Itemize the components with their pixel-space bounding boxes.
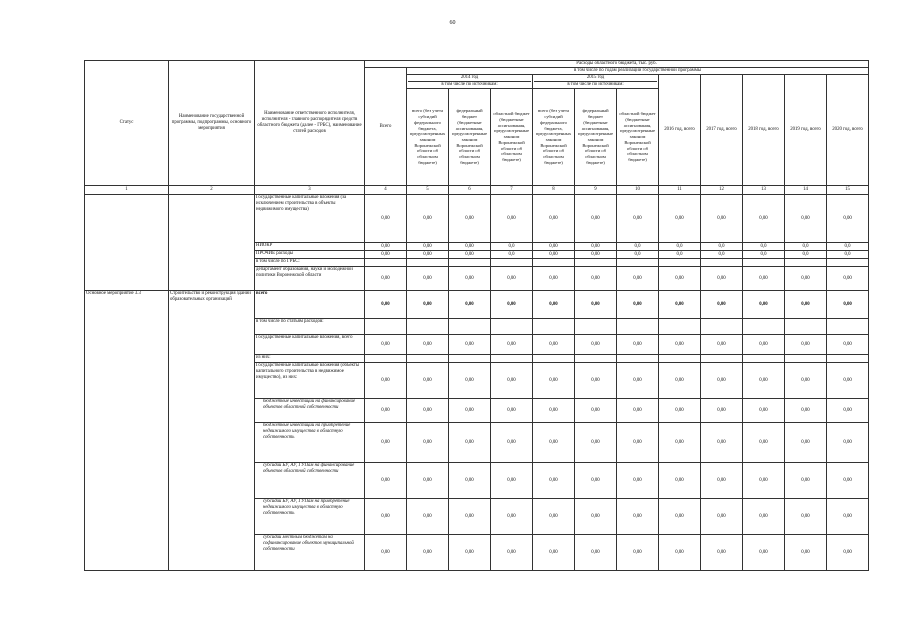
value-cell: 0,00 (407, 399, 449, 423)
value-cell: 0,00 (701, 291, 743, 319)
value-cell (407, 319, 449, 335)
value-cell (449, 355, 491, 363)
value-cell (701, 259, 743, 267)
value-cell (617, 355, 659, 363)
value-cell: 0,00 (449, 423, 491, 463)
value-cell: 0,00 (701, 423, 743, 463)
value-cell: 0,00 (827, 195, 869, 243)
value-cell: 0,00 (701, 399, 743, 423)
value-cell: 0,00 (827, 463, 869, 499)
column-number: 6 (449, 186, 491, 195)
value-cell: 0,00 (827, 399, 869, 423)
row-label: департамент образования, науки и молодежной политики Воронежской области (255, 267, 365, 291)
header-year-2014 (407, 75, 533, 89)
value-cell: 0,00 (575, 291, 617, 319)
value-cell: 0,00 (701, 535, 743, 571)
value-cell: 0,00 (365, 267, 407, 291)
value-cell: 0,00 (407, 251, 449, 259)
column-number: 14 (785, 186, 827, 195)
value-cell: 0,00 (407, 243, 449, 251)
value-cell: 0,00 (827, 335, 869, 355)
value-cell: 0,00 (407, 499, 449, 535)
value-cell: 0,00 (785, 335, 827, 355)
value-cell: 0,00 (533, 535, 575, 571)
row-label: в том числе по ГРБС: (255, 259, 365, 267)
value-cell: 0,00 (785, 363, 827, 399)
value-cell: 0,00 (659, 535, 701, 571)
header-2020: 2020 год, всего (827, 75, 869, 186)
value-cell (365, 259, 407, 267)
value-cell (575, 319, 617, 335)
value-cell: 0,00 (407, 363, 449, 399)
value-cell: 0,00 (743, 267, 785, 291)
value-cell (617, 259, 659, 267)
value-cell: 0,00 (449, 399, 491, 423)
value-cell: 0,0 (743, 251, 785, 259)
value-cell: 0,00 (701, 335, 743, 355)
year-2015-sources: в том числе по источникам: (534, 81, 657, 88)
value-cell: 0,00 (701, 195, 743, 243)
value-cell (701, 319, 743, 335)
value-cell (491, 319, 533, 335)
value-cell (827, 319, 869, 335)
value-cell: 0,00 (659, 291, 701, 319)
value-cell: 0,00 (743, 499, 785, 535)
value-cell (785, 355, 827, 363)
value-cell: 0,00 (533, 423, 575, 463)
header-2016: 2016 год, всего (659, 75, 701, 186)
header-2017: 2017 год, всего (701, 75, 743, 186)
value-cell: 0,0 (659, 243, 701, 251)
value-cell: 0,00 (407, 267, 449, 291)
column-number: 7 (491, 186, 533, 195)
value-cell: 0,00 (407, 423, 449, 463)
value-cell: 0,00 (533, 267, 575, 291)
value-cell: 0,00 (407, 195, 449, 243)
value-cell: 0,00 (575, 399, 617, 423)
value-cell: 0,00 (617, 335, 659, 355)
value-cell: 0,00 (743, 423, 785, 463)
value-cell: 0,00 (659, 399, 701, 423)
value-cell: 0,00 (365, 463, 407, 499)
column-number: 10 (617, 186, 659, 195)
value-cell: 0,00 (365, 499, 407, 535)
value-cell: 0,00 (785, 423, 827, 463)
value-cell: 0,00 (617, 363, 659, 399)
value-cell: 0,00 (785, 535, 827, 571)
row-label: Государственные капитальные вложения, всего (255, 335, 365, 355)
value-cell: 0,00 (659, 195, 701, 243)
value-cell: 0,00 (617, 267, 659, 291)
status-cell (85, 195, 169, 291)
value-cell: 0,00 (449, 335, 491, 355)
value-cell: 0,0 (701, 251, 743, 259)
column-numbers-row (85, 186, 869, 195)
value-cell: 0,00 (449, 291, 491, 319)
value-cell (827, 259, 869, 267)
header-own-2014: всего (без учета субсидий федерального бюджета, предусмотренных законом Воронежской области об областном бюджете) (407, 89, 449, 186)
value-cell: 0,00 (659, 363, 701, 399)
value-cell (407, 355, 449, 363)
header-executor: Наименование ответственного исполнителя, исполнителя - главного распорядителя средств областного бюджета (далее - ГРБС), наименование статей расходов (255, 61, 365, 186)
value-cell (407, 259, 449, 267)
header-expenses: Расходы областного бюджета, тыс. руб. (365, 61, 869, 68)
value-cell: 0,00 (743, 291, 785, 319)
value-cell: 0,00 (743, 463, 785, 499)
column-number: 5 (407, 186, 449, 195)
column-number: 8 (533, 186, 575, 195)
budget-table (84, 60, 869, 571)
value-cell (743, 355, 785, 363)
row-label: бюджетные инвестиции на финансирование объектов областной собственности (255, 399, 365, 423)
value-cell (785, 319, 827, 335)
value-cell: 0,00 (491, 499, 533, 535)
value-cell: 0,00 (407, 291, 449, 319)
row-label: субсидии местным бюджетам на софинансирование объектов муниципальной собственности (255, 535, 365, 571)
value-cell: 0,00 (449, 251, 491, 259)
value-cell: 0,00 (785, 291, 827, 319)
value-cell: 0,00 (533, 499, 575, 535)
page-number: 60 (449, 20, 456, 26)
value-cell: 0,00 (617, 499, 659, 535)
value-cell (449, 259, 491, 267)
row-label: НИОКР (255, 243, 365, 251)
value-cell: 0,00 (449, 195, 491, 243)
header-obl-2015: областной бюджет (бюджетные ассигнования, предусмотренные законом Воронежской области об областном бюджете) (617, 89, 659, 186)
value-cell: 0,00 (491, 423, 533, 463)
column-number: 15 (827, 186, 869, 195)
value-cell: 0,00 (365, 423, 407, 463)
value-cell: 0,00 (449, 535, 491, 571)
value-cell: 0,00 (491, 399, 533, 423)
value-cell: 0,00 (827, 535, 869, 571)
value-cell: 0,00 (827, 291, 869, 319)
value-cell: 0,00 (491, 535, 533, 571)
value-cell: 0,00 (365, 243, 407, 251)
value-cell: 0,00 (533, 363, 575, 399)
value-cell: 0,00 (365, 195, 407, 243)
value-cell (659, 259, 701, 267)
value-cell: 0,00 (407, 535, 449, 571)
value-cell: 0,0 (617, 251, 659, 259)
value-cell: 0,00 (701, 463, 743, 499)
header-total: Всего (365, 68, 407, 186)
value-cell: 0,0 (743, 243, 785, 251)
value-cell: 0,00 (407, 335, 449, 355)
header-status: Статус (85, 61, 169, 186)
value-cell: 0,00 (659, 267, 701, 291)
header-program: Наименование государственной программы, подпрограммы, основного мероприятия (169, 61, 255, 186)
program-cell (169, 195, 255, 291)
value-cell: 0,00 (491, 291, 533, 319)
value-cell: 0,0 (491, 243, 533, 251)
value-cell: 0,00 (533, 251, 575, 259)
column-number: 11 (659, 186, 701, 195)
header-2019: 2019 год, всего (785, 75, 827, 186)
value-cell: 0,00 (701, 267, 743, 291)
value-cell: 0,00 (617, 423, 659, 463)
value-cell: 0,00 (449, 363, 491, 399)
value-cell: 0,0 (491, 251, 533, 259)
value-cell (533, 259, 575, 267)
value-cell (491, 355, 533, 363)
value-cell: 0,00 (491, 363, 533, 399)
value-cell: 0,00 (533, 291, 575, 319)
table-row (85, 291, 869, 319)
row-label: субсидии БУ, АУ, ГУПам на приобретение недвижимого имущества в областную собственность (255, 499, 365, 535)
column-number: 13 (743, 186, 785, 195)
value-cell (617, 319, 659, 335)
value-cell: 0,00 (743, 535, 785, 571)
value-cell: 0,00 (701, 363, 743, 399)
column-number: 1 (85, 186, 169, 195)
value-cell: 0,00 (365, 363, 407, 399)
value-cell: 0,0 (617, 243, 659, 251)
value-cell: 0,00 (701, 499, 743, 535)
column-number: 12 (701, 186, 743, 195)
value-cell (365, 319, 407, 335)
value-cell: 0,0 (827, 251, 869, 259)
value-cell: 0,00 (617, 195, 659, 243)
value-cell (365, 355, 407, 363)
value-cell (743, 259, 785, 267)
value-cell: 0,00 (785, 195, 827, 243)
value-cell: 0,00 (743, 399, 785, 423)
value-cell (701, 355, 743, 363)
value-cell: 0,00 (365, 291, 407, 319)
value-cell: 0,00 (575, 423, 617, 463)
value-cell: 0,00 (449, 499, 491, 535)
header-obl-2014: областной бюджет (бюджетные ассигнования, предусмотренные законом Воронежской области об областном бюджете) (491, 89, 533, 186)
value-cell (659, 355, 701, 363)
row-label: Государственные капитальные вложения (объекты капитального строительства в недвижимое имущество), из них: (255, 363, 365, 399)
value-cell: 0,00 (575, 335, 617, 355)
row-label: бюджетные инвестиции на приобретение недвижимого имущества в областную собственность (255, 423, 365, 463)
value-cell: 0,0 (785, 243, 827, 251)
header-fed-2015: федеральный бюджет (бюджетные ассигнования, предусмотренные законом Воронежской области об областном бюджете) (575, 89, 617, 186)
value-cell: 0,00 (533, 463, 575, 499)
value-cell (575, 259, 617, 267)
event-incl-label: в том числе по статьям расходов: (255, 319, 365, 335)
value-cell: 0,00 (365, 335, 407, 355)
value-cell (533, 319, 575, 335)
value-cell: 0,00 (449, 463, 491, 499)
value-cell: 0,00 (449, 243, 491, 251)
value-cell: 0,00 (365, 535, 407, 571)
value-cell: 0,00 (575, 195, 617, 243)
value-cell: 0,0 (827, 243, 869, 251)
value-cell: 0,00 (659, 463, 701, 499)
value-cell: 0,00 (533, 335, 575, 355)
value-cell: 0,00 (827, 363, 869, 399)
value-cell: 0,00 (575, 267, 617, 291)
value-cell (827, 355, 869, 363)
row-label: ПРОЧИЕ расходы (255, 251, 365, 259)
value-cell: 0,0 (785, 251, 827, 259)
column-number: 9 (575, 186, 617, 195)
value-cell: 0,00 (827, 423, 869, 463)
column-number: 3 (255, 186, 365, 195)
column-number: 4 (365, 186, 407, 195)
header-fed-2014: федеральный бюджет (бюджетные ассигнования, предусмотренные законом Воронежской области об областном бюджете) (449, 89, 491, 186)
value-cell: 0,00 (617, 291, 659, 319)
value-cell: 0,00 (575, 499, 617, 535)
value-cell: 0,00 (575, 363, 617, 399)
value-cell (659, 319, 701, 335)
year-2014-sources: в том числе по источникам: (408, 81, 531, 88)
value-cell: 0,00 (659, 499, 701, 535)
row-label: из них: (255, 355, 365, 363)
value-cell (575, 355, 617, 363)
value-cell: 0,00 (491, 267, 533, 291)
value-cell (533, 355, 575, 363)
table-row (85, 195, 869, 243)
value-cell: 0,00 (575, 535, 617, 571)
value-cell: 0,00 (365, 251, 407, 259)
value-cell: 0,00 (491, 335, 533, 355)
value-cell: 0,00 (575, 243, 617, 251)
event-status: Основное мероприятие 3.3 (85, 291, 169, 571)
column-number: 2 (169, 186, 255, 195)
value-cell: 0,00 (617, 535, 659, 571)
value-cell: 0,00 (533, 243, 575, 251)
event-total-label: всего (255, 291, 365, 319)
value-cell: 0,00 (449, 267, 491, 291)
header-year-2015 (533, 75, 659, 89)
value-cell: 0,00 (407, 463, 449, 499)
value-cell: 0,00 (743, 363, 785, 399)
table-body (85, 195, 869, 571)
value-cell: 0,00 (785, 463, 827, 499)
value-cell: 0,00 (491, 463, 533, 499)
row-label: субсидии БУ, АУ, ГУПам на финансирование объектов областной собственности (255, 463, 365, 499)
value-cell: 0,00 (743, 335, 785, 355)
value-cell: 0,0 (701, 243, 743, 251)
value-cell: 0,00 (533, 399, 575, 423)
header-2018: 2018 год, всего (743, 75, 785, 186)
year-2014-label: 2014 год (460, 75, 479, 81)
value-cell: 0,00 (617, 463, 659, 499)
value-cell: 0,00 (491, 195, 533, 243)
row-label: Государственные капитальные вложения (за исключением строительства в объекты недвижимого имущества) (255, 195, 365, 243)
value-cell: 0,00 (743, 195, 785, 243)
year-2015-label: 2015 год (586, 75, 605, 81)
event-name: Строительство и реконструкция зданий образовательных организаций (169, 291, 255, 571)
value-cell (449, 319, 491, 335)
header-by-years: в том числе по годам реализации государственной программы (407, 68, 869, 75)
value-cell: 0,00 (659, 423, 701, 463)
value-cell: 0,00 (533, 195, 575, 243)
header-own-2015: всего (без учета субсидий федерального бюджета, предусмотренных законом Воронежской области об областном бюджете) (533, 89, 575, 186)
value-cell: 0,0 (659, 251, 701, 259)
value-cell: 0,00 (575, 463, 617, 499)
value-cell: 0,00 (785, 399, 827, 423)
value-cell: 0,00 (617, 399, 659, 423)
value-cell: 0,00 (659, 335, 701, 355)
value-cell: 0,00 (827, 499, 869, 535)
value-cell: 0,00 (365, 399, 407, 423)
value-cell (785, 259, 827, 267)
value-cell (743, 319, 785, 335)
value-cell: 0,00 (785, 267, 827, 291)
value-cell: 0,00 (827, 267, 869, 291)
value-cell (491, 259, 533, 267)
value-cell: 0,00 (575, 251, 617, 259)
value-cell: 0,00 (785, 499, 827, 535)
